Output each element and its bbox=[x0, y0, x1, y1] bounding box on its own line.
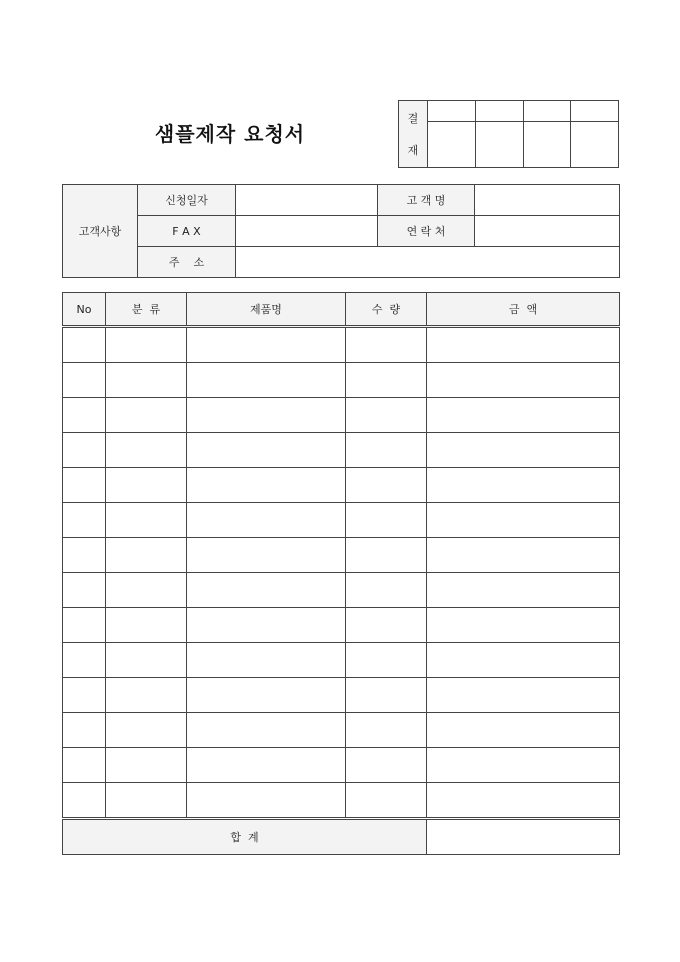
header-product: 제품명 bbox=[187, 293, 346, 327]
product-cell[interactable] bbox=[187, 573, 346, 608]
contact-label: 연 락 처 bbox=[378, 216, 475, 247]
product-cell[interactable] bbox=[187, 643, 346, 678]
approval-sign-cell-1[interactable] bbox=[428, 122, 476, 168]
no-cell[interactable] bbox=[63, 713, 106, 748]
quantity-cell[interactable] bbox=[346, 538, 427, 573]
quantity-cell[interactable] bbox=[346, 678, 427, 713]
amount-cell[interactable] bbox=[427, 398, 620, 433]
fax-label: F A X bbox=[138, 216, 236, 247]
header-amount: 금 액 bbox=[427, 293, 620, 327]
category-cell[interactable] bbox=[106, 398, 187, 433]
product-cell[interactable] bbox=[187, 608, 346, 643]
product-cell[interactable] bbox=[187, 327, 346, 363]
header-no: No bbox=[63, 293, 106, 327]
amount-cell[interactable] bbox=[427, 713, 620, 748]
approval-label-top: 결 bbox=[407, 112, 419, 125]
items-table bbox=[62, 292, 620, 855]
quantity-cell[interactable] bbox=[346, 398, 427, 433]
quantity-cell[interactable] bbox=[346, 503, 427, 538]
items-header-row bbox=[63, 293, 620, 327]
quantity-cell[interactable] bbox=[346, 573, 427, 608]
quantity-cell[interactable] bbox=[346, 363, 427, 398]
approval-sign-cell-4[interactable] bbox=[571, 122, 619, 168]
amount-cell[interactable] bbox=[427, 748, 620, 783]
no-cell[interactable] bbox=[63, 363, 106, 398]
contact-field[interactable] bbox=[475, 216, 620, 247]
approval-title-cell-4[interactable] bbox=[571, 101, 619, 122]
table-row bbox=[63, 643, 620, 678]
no-cell[interactable] bbox=[63, 503, 106, 538]
category-cell[interactable] bbox=[106, 748, 187, 783]
product-cell[interactable] bbox=[187, 713, 346, 748]
quantity-cell[interactable] bbox=[346, 608, 427, 643]
table-row bbox=[63, 748, 620, 783]
fax-field[interactable] bbox=[236, 216, 378, 247]
no-cell[interactable] bbox=[63, 783, 106, 819]
table-row bbox=[63, 398, 620, 433]
amount-cell[interactable] bbox=[427, 363, 620, 398]
amount-cell[interactable] bbox=[427, 503, 620, 538]
no-cell[interactable] bbox=[63, 327, 106, 363]
no-cell[interactable] bbox=[63, 608, 106, 643]
no-cell[interactable] bbox=[63, 433, 106, 468]
product-cell[interactable] bbox=[187, 433, 346, 468]
no-cell[interactable] bbox=[63, 468, 106, 503]
total-row bbox=[63, 819, 620, 855]
total-amount-field[interactable] bbox=[427, 819, 620, 855]
approval-label-bottom: 재 bbox=[407, 144, 419, 157]
amount-cell[interactable] bbox=[427, 783, 620, 819]
category-cell[interactable] bbox=[106, 468, 187, 503]
amount-cell[interactable] bbox=[427, 573, 620, 608]
quantity-cell[interactable] bbox=[346, 713, 427, 748]
customer-name-label: 고 객 명 bbox=[378, 185, 475, 216]
approval-label bbox=[399, 101, 428, 168]
quantity-cell[interactable] bbox=[346, 643, 427, 678]
approval-sign-cell-3[interactable] bbox=[523, 122, 571, 168]
amount-cell[interactable] bbox=[427, 327, 620, 363]
product-cell[interactable] bbox=[187, 503, 346, 538]
table-row bbox=[63, 363, 620, 398]
table-row bbox=[63, 538, 620, 573]
approval-box bbox=[398, 100, 619, 168]
category-cell[interactable] bbox=[106, 363, 187, 398]
table-row bbox=[63, 503, 620, 538]
quantity-cell[interactable] bbox=[346, 783, 427, 819]
table-row bbox=[63, 573, 620, 608]
approval-title-cell-3[interactable] bbox=[523, 101, 571, 122]
product-cell[interactable] bbox=[187, 363, 346, 398]
header-quantity: 수 량 bbox=[346, 293, 427, 327]
no-cell[interactable] bbox=[63, 538, 106, 573]
category-cell[interactable] bbox=[106, 573, 187, 608]
quantity-cell[interactable] bbox=[346, 433, 427, 468]
category-cell[interactable] bbox=[106, 783, 187, 819]
no-cell[interactable] bbox=[63, 398, 106, 433]
category-cell[interactable] bbox=[106, 643, 187, 678]
amount-cell[interactable] bbox=[427, 538, 620, 573]
product-cell[interactable] bbox=[187, 748, 346, 783]
category-cell[interactable] bbox=[106, 503, 187, 538]
customer-info-table bbox=[62, 184, 620, 278]
quantity-cell[interactable] bbox=[346, 468, 427, 503]
amount-cell[interactable] bbox=[427, 468, 620, 503]
quantity-cell[interactable] bbox=[346, 748, 427, 783]
header-category: 분 류 bbox=[106, 293, 187, 327]
product-cell[interactable] bbox=[187, 398, 346, 433]
no-cell[interactable] bbox=[63, 643, 106, 678]
amount-cell[interactable] bbox=[427, 608, 620, 643]
request-date-label: 신청일자 bbox=[138, 185, 236, 216]
category-cell[interactable] bbox=[106, 538, 187, 573]
category-cell[interactable] bbox=[106, 713, 187, 748]
no-cell[interactable] bbox=[63, 678, 106, 713]
amount-cell[interactable] bbox=[427, 433, 620, 468]
quantity-cell[interactable] bbox=[346, 327, 427, 363]
no-cell[interactable] bbox=[63, 748, 106, 783]
category-cell[interactable] bbox=[106, 608, 187, 643]
product-cell[interactable] bbox=[187, 783, 346, 819]
total-label: 합 계 bbox=[63, 819, 427, 855]
customer-section-label: 고객사항 bbox=[63, 185, 138, 278]
no-cell[interactable] bbox=[63, 573, 106, 608]
table-row bbox=[63, 608, 620, 643]
product-cell[interactable] bbox=[187, 468, 346, 503]
table-row bbox=[63, 713, 620, 748]
category-cell[interactable] bbox=[106, 433, 187, 468]
request-date-field[interactable] bbox=[236, 185, 378, 216]
customer-name-field[interactable] bbox=[475, 185, 620, 216]
table-row bbox=[63, 468, 620, 503]
page-title: 샘플제작 요청서 bbox=[154, 122, 306, 146]
amount-cell[interactable] bbox=[427, 678, 620, 713]
category-cell[interactable] bbox=[106, 327, 187, 363]
address-field[interactable] bbox=[236, 247, 620, 278]
table-row bbox=[63, 433, 620, 468]
approval-title-cell-1[interactable] bbox=[428, 101, 476, 122]
table-row bbox=[63, 783, 620, 819]
table-row bbox=[63, 678, 620, 713]
product-cell[interactable] bbox=[187, 538, 346, 573]
table-row bbox=[63, 327, 620, 363]
approval-sign-cell-2[interactable] bbox=[475, 122, 523, 168]
address-label: 주 소 bbox=[138, 247, 236, 278]
category-cell[interactable] bbox=[106, 678, 187, 713]
approval-title-cell-2[interactable] bbox=[475, 101, 523, 122]
amount-cell[interactable] bbox=[427, 643, 620, 678]
product-cell[interactable] bbox=[187, 678, 346, 713]
items-body bbox=[63, 327, 620, 819]
